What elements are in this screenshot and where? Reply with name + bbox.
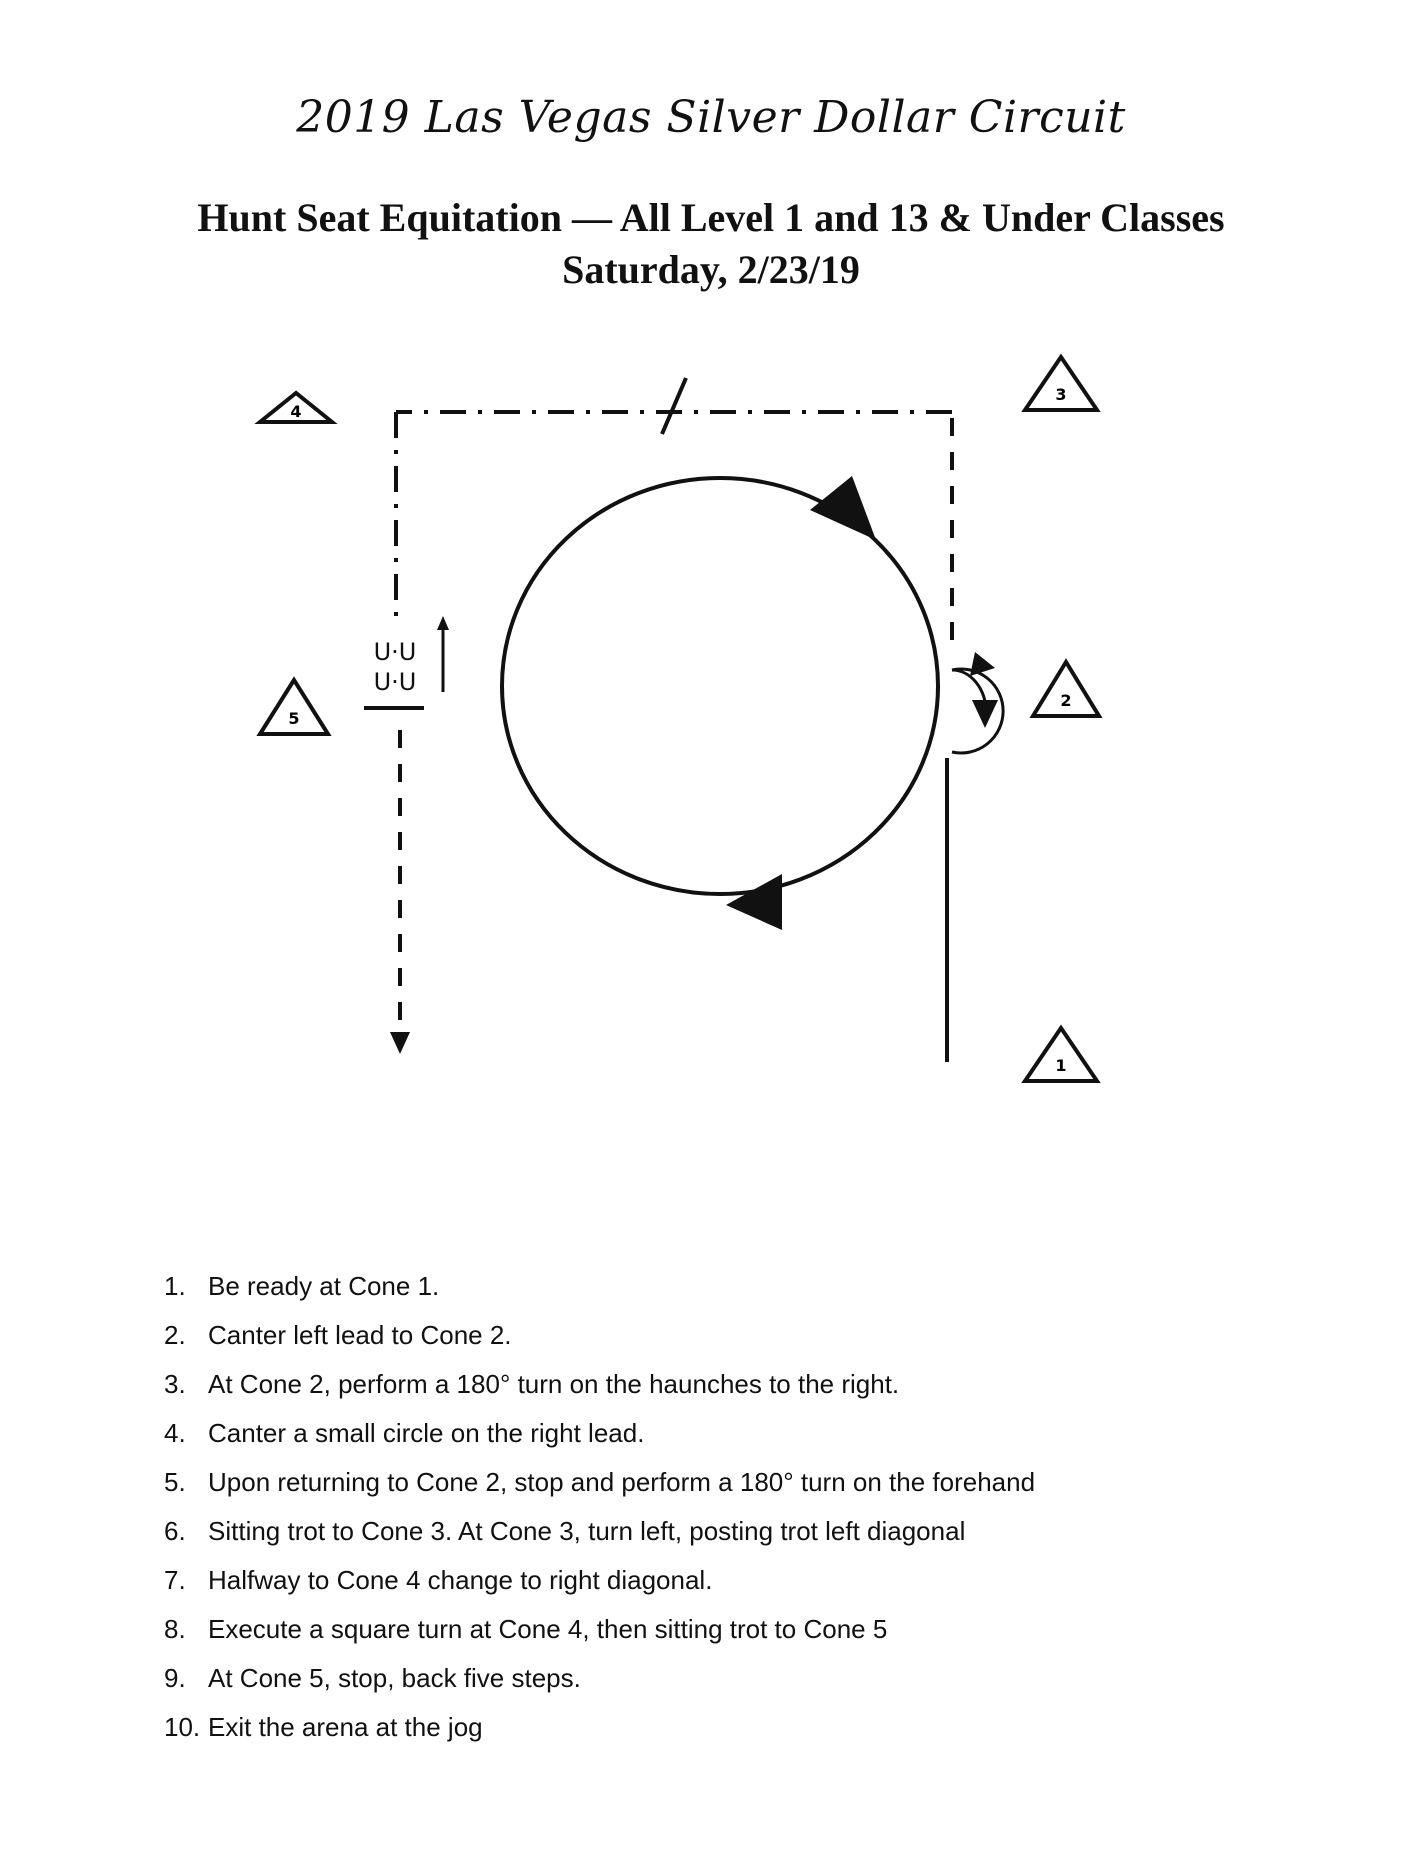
backup-mark-2: U·U (373, 668, 417, 696)
cone-2-label: 2 (1060, 691, 1072, 710)
backup-arrow-head (437, 616, 449, 630)
step-number: 8. (164, 1614, 186, 1644)
step-number: 4. (164, 1418, 186, 1448)
step-10 (164, 1703, 1035, 1752)
step-text: Be ready at Cone 1. (208, 1271, 440, 1301)
step-text: Execute a square turn at Cone 4, then sitting trot to Cone 5 (208, 1614, 888, 1644)
step-text: Canter a small circle on the right lead. (208, 1418, 645, 1448)
circle-arrow-bottom (726, 874, 782, 930)
canter-circle (502, 478, 938, 894)
step-3 (164, 1360, 1035, 1409)
step-4 (164, 1409, 1035, 1458)
step-text: Exit the arena at the jog (208, 1712, 483, 1742)
step-number: 9. (164, 1663, 186, 1693)
step-number: 1. (164, 1271, 186, 1301)
step-number: 5. (164, 1467, 186, 1497)
cone-4-label: 4 (290, 402, 302, 421)
step-number: 3. (164, 1369, 186, 1399)
cone-3-label: 3 (1055, 385, 1067, 404)
cone-1-label: 1 (1055, 1056, 1067, 1075)
step-number: 7. (164, 1565, 186, 1595)
class-line: Hunt Seat Equitation — All Level 1 and 13 & Under Classes (197, 195, 1225, 240)
pattern-steps (164, 1262, 1035, 1752)
circle-arrow-top (810, 476, 876, 540)
step-text: Halfway to Cone 4 change to right diagonal. (208, 1565, 713, 1595)
step-number: 2. (164, 1320, 186, 1350)
cone-2 (1033, 662, 1099, 716)
cone-1 (1025, 1028, 1097, 1081)
exit-arrow-head (390, 1032, 410, 1054)
date-line: Saturday, 2/23/19 (562, 247, 860, 292)
step-text: At Cone 5, stop, back five steps. (208, 1663, 581, 1693)
backup-mark-1: U·U (373, 638, 417, 666)
step-7 (164, 1556, 1035, 1605)
diagonal-change-mark (662, 378, 686, 434)
step-text: Canter left lead to Cone 2. (208, 1320, 512, 1350)
step-6 (164, 1507, 1035, 1556)
cone-3 (1025, 357, 1097, 410)
step-text: Upon returning to Cone 2, stop and perform a 180° turn on the forehand (208, 1467, 1036, 1497)
step-5 (164, 1458, 1035, 1507)
step-text: At Cone 2, perform a 180° turn on the haunches to the right. (208, 1369, 900, 1399)
turn-marker (952, 652, 1003, 753)
step-8 (164, 1605, 1035, 1654)
step-1 (164, 1262, 1035, 1311)
cone-4 (260, 393, 332, 422)
step-text: Sitting trot to Cone 3. At Cone 3, turn left, posting trot left diagonal (208, 1516, 966, 1546)
cone-5 (260, 680, 328, 734)
step-2 (164, 1311, 1035, 1360)
step-number: 6. (164, 1516, 186, 1546)
step-number: 10. (164, 1712, 201, 1742)
step-9 (164, 1654, 1035, 1703)
cone-5-label: 5 (288, 709, 300, 728)
circuit-title: 2019 Las Vegas Silver Dollar Circuit (296, 92, 1126, 143)
